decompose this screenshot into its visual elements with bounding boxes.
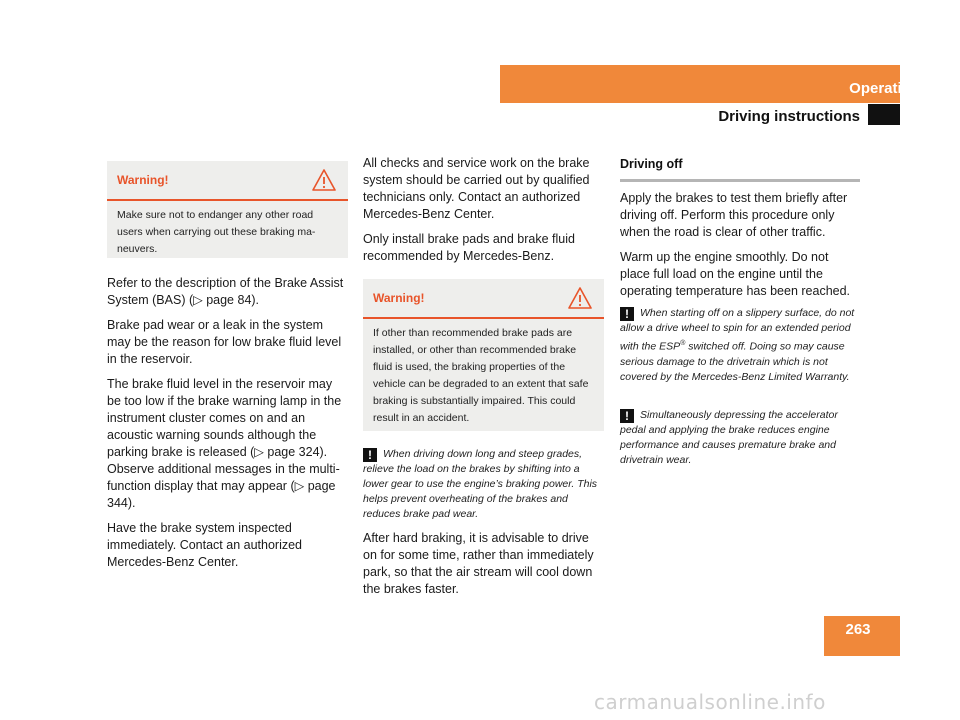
warning-header [107,161,348,201]
paragraph: Warm up the engine smoothly. Do not place full load on the engine until the operating temperature has been reached. [620,250,851,298]
paragraph: Have the brake system inspected immediately. Contact an authorized Mercedes-Benz Center. [107,521,303,569]
subsection-title: Driving instructions [718,108,860,125]
column-2 [363,155,603,273]
paragraph: Only install brake pads and brake fluid recommended by Mercedes-Benz. [363,232,575,263]
page-number: 263 [845,621,871,638]
paragraph: Refer to the description of the Brake Assist System (BAS) (▷ page 84). [107,276,344,307]
warning-box-1 [107,161,348,258]
column-1 [107,275,347,579]
paragraph: Brake pad wear or a leak in the system may be the reason for low brake fluid level in the reservoir. [107,318,342,366]
note-text-cont: switched off. Doing so may cause serious damage to the drivetrain which is not covered by the Mercedes-Benz Limited Warranty. [620,340,850,383]
section-title: Operation [849,80,920,97]
warning-title: Warning! [117,173,169,187]
note-text: When starting off on a slippery surface, do not allow a drive wheel to spin for an extended period with the ESP [620,307,855,353]
exclamation-icon: ! [363,448,377,462]
exclamation-icon: ! [620,307,634,321]
warning-triangle-icon [312,169,336,191]
watermark: carmanualsonline.info [594,690,826,714]
exclamation-icon: ! [620,409,634,423]
registered-mark: ® [680,340,686,347]
paragraph: Apply the brakes to test them briefly after driving off. Perform this procedure only when the road is clear of other traffic. [620,191,848,239]
warning-text: Make sure not to endanger any other road users when carrying out these braking ma-neuvers. [117,209,316,255]
column-2-lower [363,530,603,606]
note-downhill [363,447,606,522]
paragraph: After hard braking, it is advisable to drive on for some time, rather than immediately park, so that the air stream will cool down the brakes faster. [363,531,594,596]
paragraph: The brake fluid level in the reservoir may be too low if the brake warning lamp in the instrument cluster comes on and an acoustic warning sounds although the parking brake is released (▷ page 324). Observe additional messages in the multi-function display that may appear (▷ page 344). [107,377,342,510]
header-marker [868,104,900,125]
warning-box-2 [363,279,604,431]
header-band [500,65,900,103]
note-text: When driving down long and steep grades, relieve the load on the brakes by shifting into a lower gear to use the engine’s braking power. This helps prevent overheating of the brakes and reduces brake pad wear. [363,448,598,520]
warning-title: Warning! [373,291,425,305]
section-heading: Driving off [620,157,860,182]
paragraph: All checks and service work on the brake system should be carried out by qualified technicians only. Contact an authorized Mercedes-Benz Center. [363,156,590,221]
warning-text: If other than recommended brake pads are installed, or other than recommended brake fluid is used, the braking properties of the vehicle can be degraded to an extent that safe braking is substantially impaired. This could result in an accident. [373,327,589,424]
note-pedals [620,408,863,468]
note-text: Simultaneously depressing the accelerator pedal and applying the brake reduces engine performance and causes premature brake and drivetrain wear. [620,409,838,466]
warning-header [363,279,604,319]
column-3 [620,190,860,308]
warning-triangle-icon [568,287,592,309]
note-slippery [620,306,863,385]
